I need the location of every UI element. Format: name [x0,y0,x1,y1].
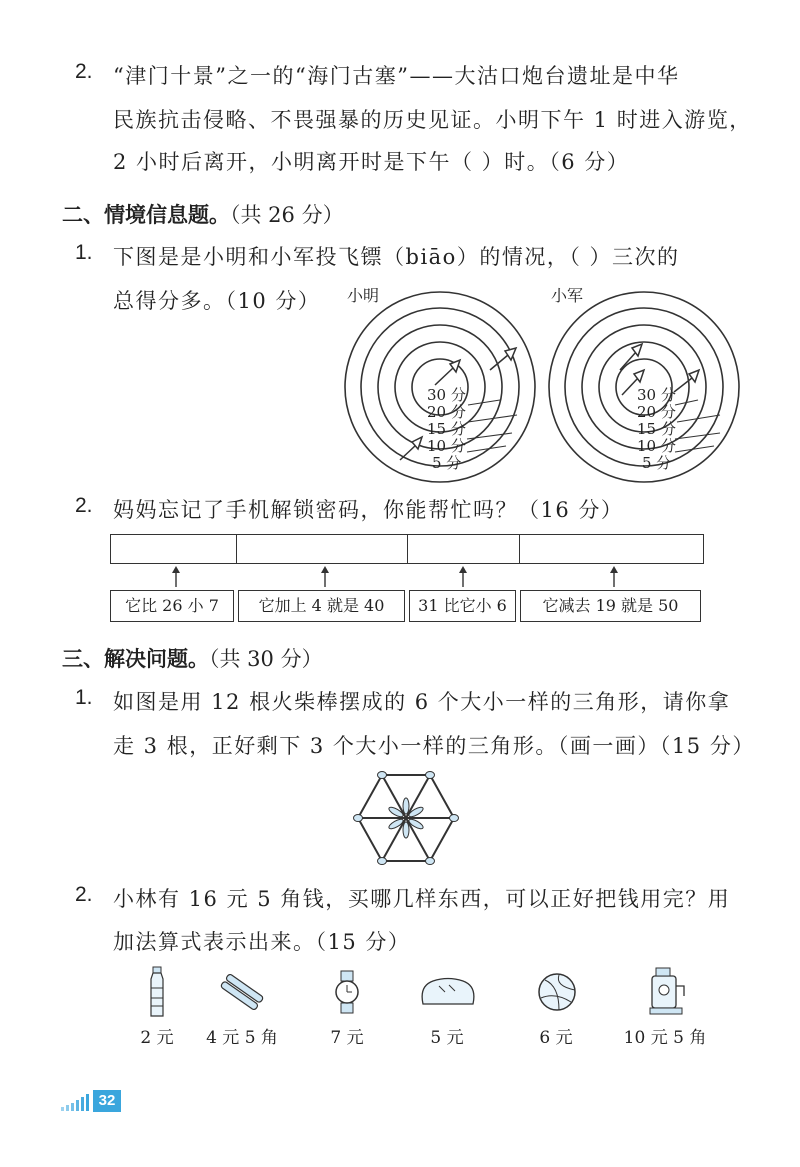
section-heading [62,643,323,673]
ring-score-label: 20 分 [427,403,466,421]
ring-score-labels [635,387,676,472]
item-price: 7 元 [330,1028,364,1048]
question-text-line: 妈妈忘记了手机解锁密码，你能帮忙吗？（16 分） [113,498,624,522]
question-number: 2. [75,883,93,906]
password-answer-box[interactable] [110,534,237,564]
password-hint: 它比 26 小 7 [110,590,234,622]
jump-rope-icon [219,974,265,1010]
dart-icon [490,348,516,370]
password-hint: 31 比它小 6 [409,590,516,622]
question-text-line: 下图是是小明和小军投飞镖（biāo）的情况，（ ）三次的 [113,245,680,269]
dartboard-label-xiaojun: 小军 [551,286,584,305]
item-price: 5 元 [430,1028,464,1048]
water-bottle-icon [145,966,169,1018]
question-number: 1. [75,686,93,709]
password-hint: 它减去 19 就是 50 [520,590,701,622]
section-score: （共 26 分） [230,203,344,227]
signal-bars-icon [60,1092,92,1112]
dart-icon [400,437,422,460]
item-price: 6 元 [539,1028,573,1048]
section-score: （共 30 分） [209,647,323,671]
dartboard-label-xiaoming: 小明 [347,286,380,305]
ring-score-label: 15 分 [637,420,676,438]
question-text-line: 民族抗击侵略、不畏强暴的历史见证。小明下午 1 时进入游览， [113,108,752,132]
bread-icon [419,976,477,1008]
question-number: 1. [75,241,93,264]
question-number: 2. [75,60,93,83]
arrow-up-icon [171,566,181,588]
ring-score-label: 20 分 [637,403,676,421]
question-text-line: 走 3 根，正好剩下 3 个大小一样的三角形。（画一画）（15 分） [113,734,755,758]
question-text-line: 加法算式表示出来。（15 分） [113,930,411,954]
ring-score-label: 30 分 [637,386,676,404]
item-price: 4 元 5 角 [206,1028,278,1048]
ring-score-label: 5 分 [642,454,672,472]
question-text-line: 总得分多。（10 分） [113,289,321,313]
section-heading [62,199,344,229]
ring-score-label: 30 分 [427,386,466,404]
password-hint: 它加上 4 就是 40 [238,590,405,622]
volleyball-icon [537,972,577,1012]
arrow-up-icon [609,566,619,588]
password-answer-box[interactable] [519,534,704,564]
question-text-line: “津门十景”之一的“海门古塞”——大沽口炮台遗址是中华 [113,64,680,88]
watch-icon [334,970,360,1014]
password-answer-box[interactable] [407,534,520,564]
dart-icon [435,360,460,385]
arrow-up-icon [320,566,330,588]
ring-score-label: 10 分 [637,437,676,455]
question-text-line: 如图是用 12 根火柴棒摆成的 6 个大小一样的三角形，请你拿 [113,690,731,714]
ring-score-label: 10 分 [427,437,466,455]
section-title: 三、解决问题。 [62,646,209,671]
ring-score-label: 5 分 [432,454,462,472]
pencil-sharpener-icon [648,966,688,1016]
item-price: 10 元 5 角 [623,1028,707,1048]
section-title: 二、情境信息题。 [62,202,230,227]
matchstick-hexagon-figure [353,770,459,866]
question-number: 2. [75,494,93,517]
question-text-line: 2 小时后离开，小明离开时是下午（ ）时。（6 分） [113,150,630,174]
ring-score-labels [425,387,466,472]
password-answer-box[interactable] [236,534,408,564]
question-text-line: 小林有 16 元 5 角钱，买哪几样东西，可以正好把钱用完？用 [113,887,731,911]
arrow-up-icon [458,566,468,588]
page-number: 32 [93,1090,121,1112]
ring-score-label: 15 分 [427,420,466,438]
item-price: 2 元 [140,1028,174,1048]
